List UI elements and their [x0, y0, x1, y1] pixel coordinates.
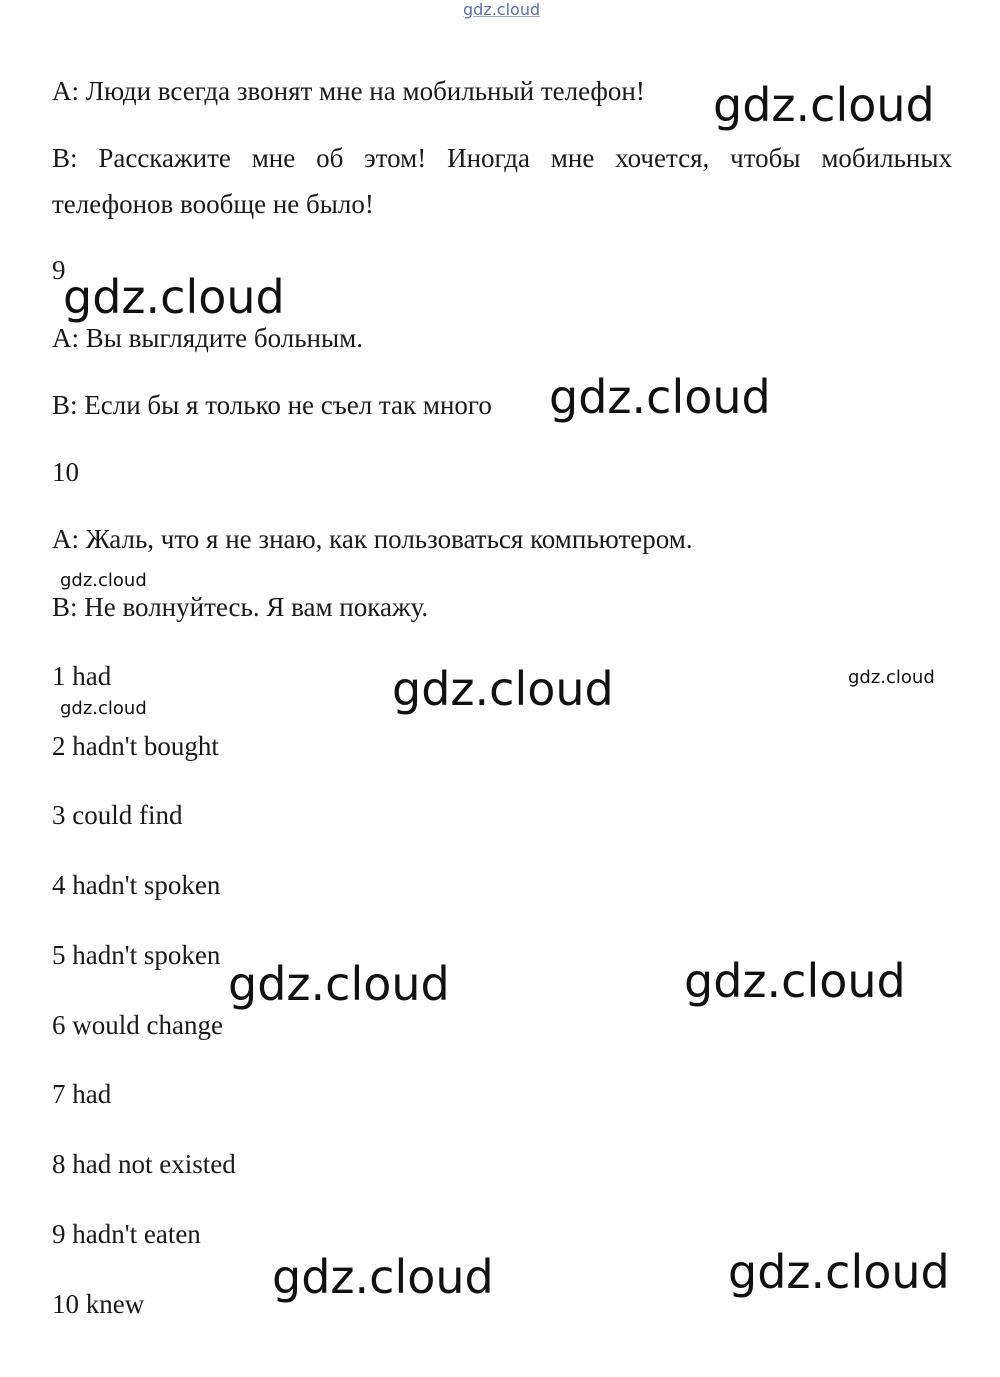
watermark: gdz.cloud — [228, 957, 450, 1011]
answer-item: 3 could find — [52, 800, 183, 830]
dialogue-9-line-b: B: Если бы я только не съел так много — [52, 390, 492, 420]
answer-item: 1 had — [52, 661, 112, 691]
watermark: gdz.cloud — [549, 370, 771, 424]
answer-item: 5 hadn't spoken — [52, 940, 221, 970]
watermark: gdz.cloud — [848, 667, 935, 688]
answer-item: 6 would change — [52, 1010, 223, 1040]
dialogue-9-line-a: A: Вы выглядите больным. — [52, 323, 363, 353]
watermark: gdz.cloud — [728, 1245, 950, 1299]
watermark: gdz.cloud — [392, 662, 614, 716]
answer-item: 9 hadn't eaten — [52, 1219, 201, 1249]
watermark: gdz.cloud — [63, 270, 285, 324]
answer-item: 4 hadn't spoken — [52, 870, 221, 900]
answer-item: 10 knew — [52, 1289, 145, 1319]
dialogue-10-line-b: B: Не волнуйтесь. Я вам покажу. — [52, 592, 429, 622]
dialogue-8-line-a: A: Люди всегда звонят мне на мобильный телефон! — [52, 76, 645, 106]
answer-item: 7 had — [52, 1079, 112, 1109]
dialogue-10-line-a: A: Жаль, что я не знаю, как пользоваться компьютером. — [52, 524, 693, 554]
watermark: gdz.cloud — [272, 1250, 494, 1304]
watermark: gdz.cloud — [684, 954, 906, 1008]
dialogue-8-line-b: B: Расскажите мне об этом! Иногда мне хочется, чтобы мобильных телефонов вообще не было! — [52, 143, 952, 219]
dialogue-10-number: 10 — [52, 457, 79, 487]
dialogue-9-number: 9 — [52, 255, 66, 285]
watermark-top: gdz.cloud — [463, 0, 541, 19]
watermark: gdz.cloud — [60, 570, 147, 591]
answer-item: 2 hadn't bought — [52, 731, 219, 761]
answer-item: 8 had not existed — [52, 1149, 236, 1179]
watermark: gdz.cloud — [60, 698, 147, 719]
watermark: gdz.cloud — [713, 78, 935, 132]
